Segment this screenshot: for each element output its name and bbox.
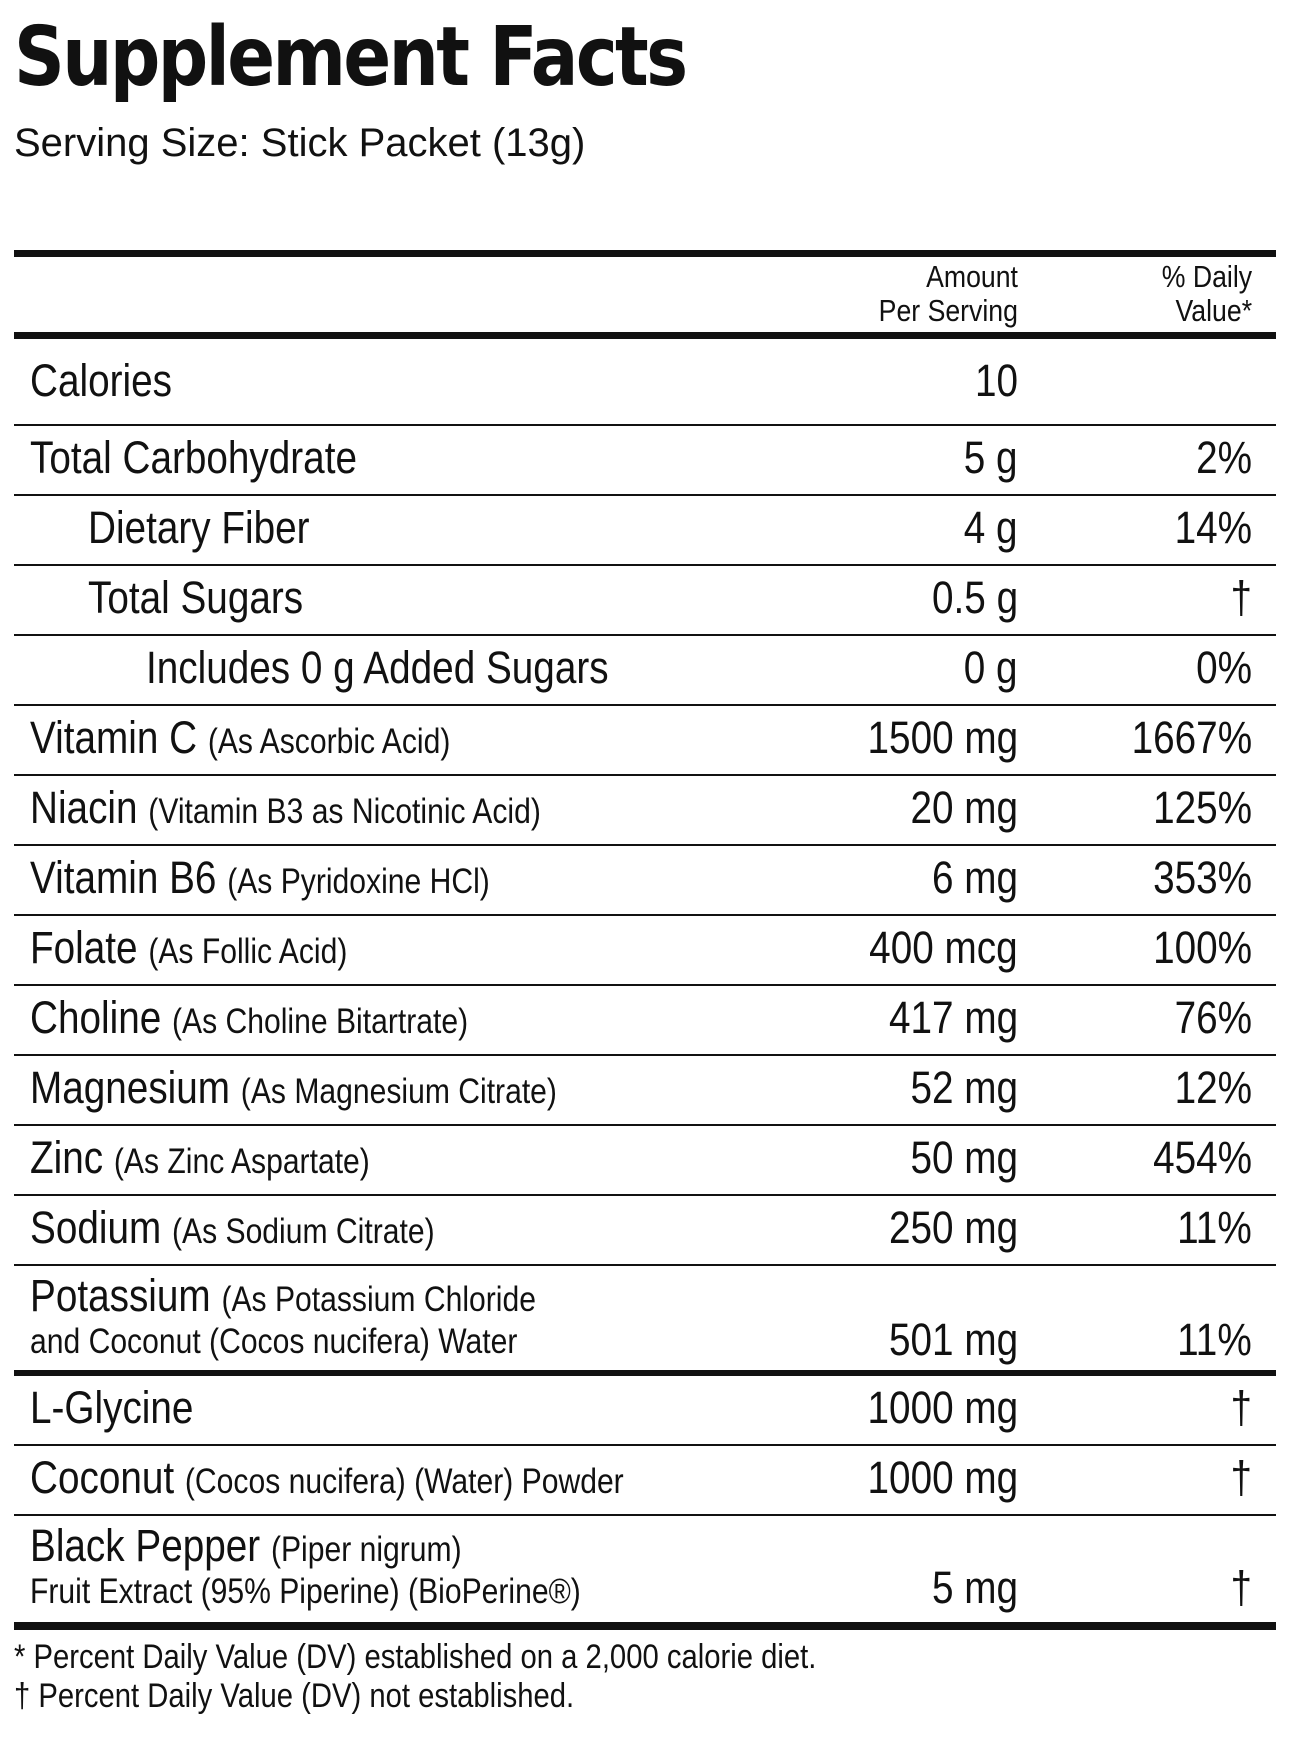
amount-per-serving: 6 mg bbox=[931, 852, 1018, 903]
daily-value-percent: † bbox=[1230, 1452, 1252, 1503]
amount-header-line1: Amount bbox=[926, 259, 1018, 294]
nutrient-source: (As Follic Acid) bbox=[148, 932, 348, 971]
bottom-thick-rule bbox=[14, 1622, 1276, 1630]
amount-per-serving: 20 mg bbox=[910, 782, 1018, 833]
nutrient-source: (As Magnesium Citrate) bbox=[240, 1072, 557, 1111]
amount-per-serving: 250 mg bbox=[888, 1202, 1018, 1253]
nutrient-row bbox=[14, 986, 1276, 1056]
nutrient-row bbox=[14, 339, 1276, 426]
daily-value-percent: 11% bbox=[1177, 1202, 1252, 1253]
nutrient-name-text: Calories bbox=[30, 355, 172, 406]
nutrient-name-text: Coconut bbox=[30, 1452, 175, 1503]
nutrient-source: (As Choline Bitartrate) bbox=[172, 1002, 469, 1041]
daily-value-percent: 11% bbox=[1177, 1314, 1252, 1365]
daily-value-percent: 353% bbox=[1153, 852, 1252, 903]
nutrient-row bbox=[14, 496, 1276, 566]
amount-per-serving: 400 mcg bbox=[869, 922, 1018, 973]
amount-per-serving: 10 bbox=[974, 355, 1018, 406]
nutrient-name-text: Total Carbohydrate bbox=[30, 432, 357, 483]
amount-per-serving: 501 mg bbox=[888, 1314, 1018, 1365]
nutrient-name bbox=[30, 992, 468, 1048]
amount-per-serving: 417 mg bbox=[888, 992, 1018, 1043]
nutrient-name bbox=[30, 852, 490, 908]
serving-size: Serving Size: Stick Packet (13g) bbox=[14, 121, 586, 165]
amount-per-serving: 1000 mg bbox=[867, 1452, 1018, 1503]
nutrient-row bbox=[14, 1126, 1276, 1196]
nutrient-row bbox=[14, 636, 1276, 706]
daily-value-percent: 14% bbox=[1174, 502, 1252, 553]
nutrient-row bbox=[14, 1056, 1276, 1126]
nutrient-name-text: Niacin bbox=[30, 782, 138, 833]
amount-per-serving: 50 mg bbox=[910, 1132, 1018, 1183]
nutrient-name bbox=[30, 1132, 370, 1188]
nutrient-source: (Piper nigrum) bbox=[270, 1530, 462, 1569]
amount-per-serving: 1000 mg bbox=[867, 1382, 1018, 1433]
nutrient-source: (As Potassium Chloride bbox=[221, 1280, 536, 1319]
nutrient-name-text: Zinc bbox=[30, 1132, 104, 1183]
nutrient-name-text: Vitamin B6 bbox=[30, 852, 217, 903]
dv-header-line2: Value* bbox=[1175, 293, 1252, 328]
amount-per-serving: 5 g bbox=[964, 432, 1018, 483]
daily-value-percent: 12% bbox=[1174, 1062, 1252, 1113]
nutrient-source: (As Pyridoxine HCl) bbox=[227, 862, 490, 901]
nutrient-name bbox=[30, 712, 450, 768]
nutrient-row bbox=[14, 706, 1276, 776]
nutrient-source: (As Zinc Aspartate) bbox=[113, 1142, 370, 1181]
nutrient-source: (Vitamin B3 as Nicotinic Acid) bbox=[148, 792, 541, 831]
nutrient-name-text: Sodium bbox=[30, 1202, 162, 1253]
footnote-not-established: † Percent Daily Value (DV) not established. bbox=[14, 1677, 575, 1715]
nutrient-name-text: Choline bbox=[30, 992, 162, 1043]
daily-value-percent: 0% bbox=[1196, 642, 1252, 693]
nutrient-row bbox=[14, 426, 1276, 496]
nutrient-source-continued: and Coconut (Cocos nucifera) Water bbox=[30, 1322, 518, 1361]
nutrient-row bbox=[14, 1516, 1276, 1622]
nutrient-name-text: Vitamin C bbox=[30, 712, 198, 763]
daily-value-percent: 454% bbox=[1153, 1132, 1252, 1183]
amount-per-serving: 5 mg bbox=[931, 1562, 1018, 1613]
daily-value-percent: † bbox=[1230, 1562, 1252, 1613]
amount-per-serving: 1500 mg bbox=[867, 712, 1018, 763]
daily-value-percent: † bbox=[1230, 572, 1252, 623]
nutrient-row bbox=[14, 1446, 1276, 1516]
nutrient-row bbox=[14, 1376, 1276, 1446]
nutrient-name bbox=[88, 502, 310, 554]
nutrient-name bbox=[30, 922, 347, 978]
nutrient-name bbox=[30, 1062, 557, 1118]
nutrient-name-text: Dietary Fiber bbox=[88, 502, 310, 553]
daily-value-percent: 1667% bbox=[1131, 712, 1252, 763]
nutrient-row bbox=[14, 566, 1276, 636]
nutrient-name-text: Magnesium bbox=[30, 1062, 231, 1113]
daily-value-percent: † bbox=[1230, 1382, 1252, 1433]
header-thick-rule bbox=[14, 332, 1276, 339]
nutrient-name bbox=[30, 355, 172, 407]
nutrient-row bbox=[14, 776, 1276, 846]
amount-per-serving: 0 g bbox=[964, 642, 1018, 693]
amount-header-line2: Per Serving bbox=[878, 293, 1018, 328]
amount-per-serving-header bbox=[879, 260, 1018, 328]
nutrient-name-text: Total Sugars bbox=[88, 572, 304, 623]
nutrient-name bbox=[30, 1382, 193, 1434]
nutrient-name bbox=[146, 642, 609, 694]
amount-per-serving: 4 g bbox=[964, 502, 1018, 553]
nutrient-source: (Cocos nucifera) (Water) Powder bbox=[184, 1462, 624, 1501]
label-title: Supplement Facts bbox=[14, 10, 686, 105]
nutrient-source: (As Sodium Citrate) bbox=[171, 1212, 435, 1251]
footnote-daily-value: * Percent Daily Value (DV) established on a 2,000 calorie diet. bbox=[14, 1638, 817, 1676]
nutrient-name-text: Black Pepper bbox=[30, 1520, 261, 1571]
nutrient-row bbox=[14, 1196, 1276, 1266]
dv-header-line1: % Daily bbox=[1161, 259, 1252, 294]
nutrient-row bbox=[14, 1266, 1276, 1376]
daily-value-percent: 2% bbox=[1196, 432, 1252, 483]
nutrient-name bbox=[30, 782, 541, 838]
top-thick-rule bbox=[14, 250, 1276, 257]
nutrient-name bbox=[88, 572, 303, 624]
nutrient-name-text: Folate bbox=[30, 922, 138, 973]
daily-value-percent: 100% bbox=[1153, 922, 1252, 973]
nutrient-name bbox=[30, 1202, 435, 1258]
nutrient-name-text: Potassium bbox=[30, 1270, 211, 1321]
nutrient-name-text: L-Glycine bbox=[30, 1382, 194, 1433]
nutrient-name-text: Includes 0 g Added Sugars bbox=[146, 642, 609, 693]
nutrient-name bbox=[30, 1520, 462, 1576]
amount-per-serving: 52 mg bbox=[910, 1062, 1018, 1113]
amount-per-serving: 0.5 g bbox=[931, 572, 1018, 623]
nutrient-row bbox=[14, 916, 1276, 986]
daily-value-percent: 76% bbox=[1174, 992, 1252, 1043]
daily-value-percent: 125% bbox=[1153, 782, 1252, 833]
daily-value-header bbox=[1162, 260, 1252, 328]
nutrient-source-continued: Fruit Extract (95% Piperine) (BioPerine®) bbox=[30, 1572, 581, 1611]
nutrient-name bbox=[30, 1270, 536, 1326]
nutrient-source: (As Ascorbic Acid) bbox=[207, 722, 451, 761]
nutrient-name bbox=[30, 1452, 624, 1508]
nutrient-name bbox=[30, 432, 357, 484]
nutrient-row bbox=[14, 846, 1276, 916]
